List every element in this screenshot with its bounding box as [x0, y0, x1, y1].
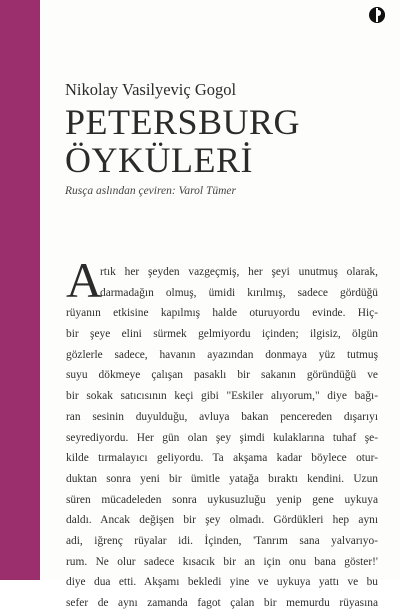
- excerpt-line: süren mücadeleden sonra uykusuzluğu yenip gene uykuya: [66, 493, 378, 506]
- book-title-line-1: PETERSBURG: [65, 102, 301, 142]
- author-name: Nikolay Vasilyeviç Gogol: [65, 80, 237, 99]
- excerpt-line: darmadağın olmuş, ümidi kırılmış, sadece gördüğü: [100, 286, 378, 299]
- excerpt-line: diye dua etti. Akşamı bekledi yine ve uykuya yattı ve bu: [66, 576, 378, 589]
- book-title-line-2: ÖYKÜLERİ: [65, 140, 253, 180]
- excerpt-line: seyrediyordu. Her gün olan şey şimdi kulaklarına tuhaf şe-: [66, 431, 378, 444]
- excerpt-line: rum. Ne olur sadece kısacık bir an için onu bana göster!': [66, 555, 378, 568]
- excerpt-line: sefer de aynı zamanda fagot çalan bir memurdu rüyasına: [66, 597, 378, 609]
- excerpt-line: bir şeye elini sürmek gelmiyordu içinden; ilgisiz, ölgün: [66, 328, 378, 341]
- excerpt-text: [66, 262, 378, 614]
- excerpt-line: rtık her şeyden vazgeçmiş, her şeyi unutmuş olarak,: [100, 266, 378, 278]
- drop-cap: A: [66, 252, 103, 308]
- excerpt-line: bir sokak satıcısının keçi gibi "Eskiler alıyorum," diye bağı-: [66, 390, 378, 403]
- excerpt-line: adi, iğrenç rüyalar idi. İçinden, 'Tanrım sana yalvarıyo-: [66, 534, 378, 547]
- translator-credit: Rusça aslından çeviren: Varol Tümer: [65, 185, 236, 197]
- publisher-logo-icon: [368, 4, 386, 26]
- excerpt-line: duktan sonra yeni bir ümitle yatağa bıraktı kendini. Uzun: [66, 472, 378, 485]
- excerpt-line: kilde tırmalayıcı geliyordu. Ta akşama kadar böylece otur-: [66, 452, 378, 465]
- magenta-spine-band: [0, 0, 40, 580]
- excerpt-line: rüyanın etkisine kapılmış halde oturuyordu evinde. Hiç-: [66, 307, 378, 320]
- excerpt-line: ran sesinin duyulduğu, avluya bakan pencereden dışarıyı: [66, 410, 378, 423]
- excerpt-line: daldı. Ancak değişen bir şey olmadı. Gördükleri hep aynı: [66, 514, 378, 527]
- excerpt-line: suyu dökmeye çalışan pasaklı bir sakanın göründüğü ve: [66, 369, 378, 382]
- excerpt-line: gözlerle sadece, havanın ayazından donmaya yüz tutmuş: [66, 348, 378, 361]
- book-title: [65, 103, 300, 179]
